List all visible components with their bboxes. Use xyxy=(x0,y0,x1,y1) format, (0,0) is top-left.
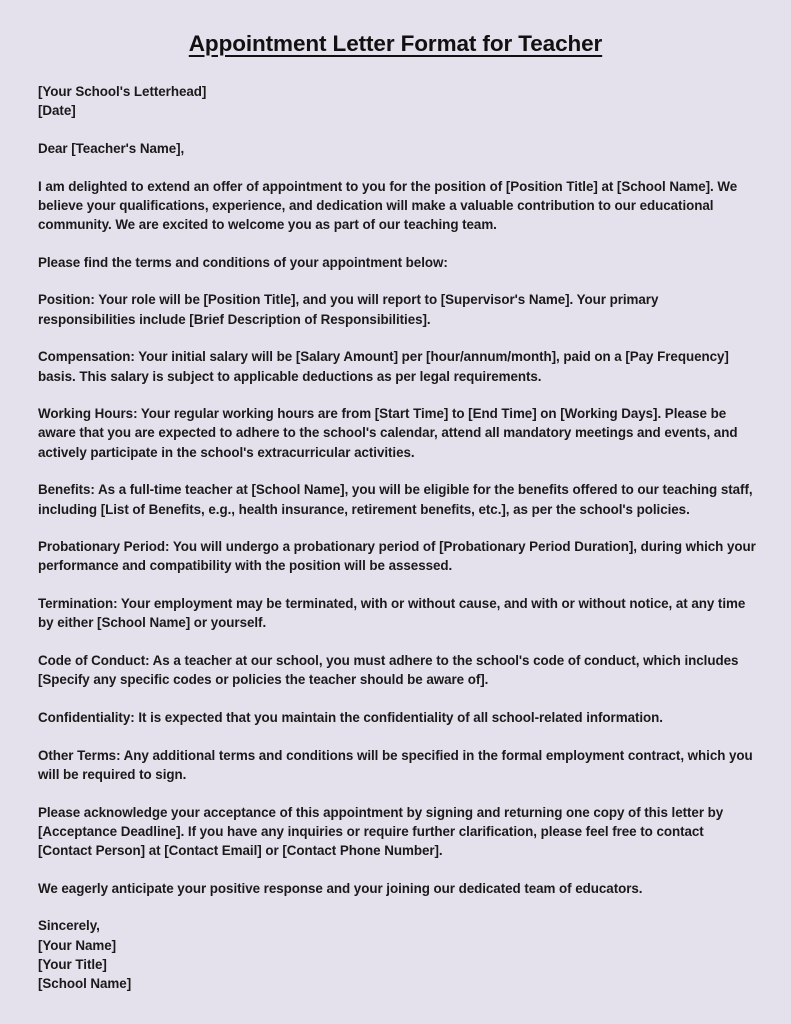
term-other-terms: Other Terms: Any additional terms and conditions will be specified in the formal employment contract, which you will be required to sign. xyxy=(38,747,753,782)
signer-title: [Your Title] xyxy=(38,956,107,972)
term-benefits: Benefits: As a full-time teacher at [School Name], you will be eligible for the benefits offered to our teaching staff, including [List of Benefits, e.g., health insurance, retirement benefits, etc.], as per the school's policies. xyxy=(38,482,753,517)
terms-lead-in: Please find the terms and conditions of your appointment below: xyxy=(38,254,448,270)
term-termination: Termination: Your employment may be terminated, with or without cause, and with or without notice, at any time by either [School Name] or yourself. xyxy=(38,596,746,631)
page-title: Appointment Letter Format for Teacher xyxy=(188,31,603,56)
term-confidentiality: Confidentiality: It is expected that you maintain the confidentiality of all school-related information. xyxy=(38,709,663,725)
signature-block xyxy=(38,916,757,993)
term-compensation: Compensation: Your initial salary will be [Salary Amount] per [hour/annum/month], paid on a [Pay Frequency] basis. This salary is subject to applicable deductions as per legal requirements. xyxy=(38,349,729,384)
letterhead-block xyxy=(38,82,757,120)
sincerely-line: Sincerely, xyxy=(38,918,100,934)
letter-body xyxy=(0,82,791,993)
term-probationary-period: Probationary Period: You will undergo a probationary period of [Probationary Period Duration], during which your performance and compatibility with the position will be assessed. xyxy=(38,539,756,574)
term-working-hours: Working Hours: Your regular working hours are from [Start Time] to [End Time] on [Working Days]. Please be aware that you are expected to adhere to the school's calendar, attend all mandatory meetings and events, and actively participate in the school's extracurricular activities. xyxy=(38,406,738,460)
term-position: Position: Your role will be [Position Title], and you will report to [Supervisor's Name]. Your primary responsibilities include [Brief Description of Responsibilities]. xyxy=(38,292,659,327)
signer-school: [School Name] xyxy=(38,976,132,991)
date-line: [Date] xyxy=(38,103,76,119)
salutation: Dear [Teacher's Name], xyxy=(38,140,185,156)
term-code-of-conduct: Code of Conduct: As a teacher at our school, you must adhere to the school's code of conduct, which includes [Specify any specific codes or policies the teacher should be aware of]. xyxy=(38,653,739,688)
closing-paragraph: We eagerly anticipate your positive response and your joining our dedicated team of educators. xyxy=(38,880,643,896)
intro-paragraph: I am delighted to extend an offer of appointment to you for the position of [Position Title] at [School Name]. We believe your qualifications, experience, and dedication will make a valuable contribution to our educational community. We are excited to welcome you as part of our teaching team. xyxy=(38,178,738,233)
signer-name: [Your Name] xyxy=(38,937,117,953)
acceptance-paragraph: Please acknowledge your acceptance of this appointment by signing and returning one copy of this letter by [Acceptance Deadline]. If you have any inquiries or require further clarification, please feel free to contact [Contact Person] at [Contact Email] or [Contact Phone Number]. xyxy=(38,804,724,858)
letterhead-line: [Your School's Letterhead] xyxy=(38,84,207,99)
